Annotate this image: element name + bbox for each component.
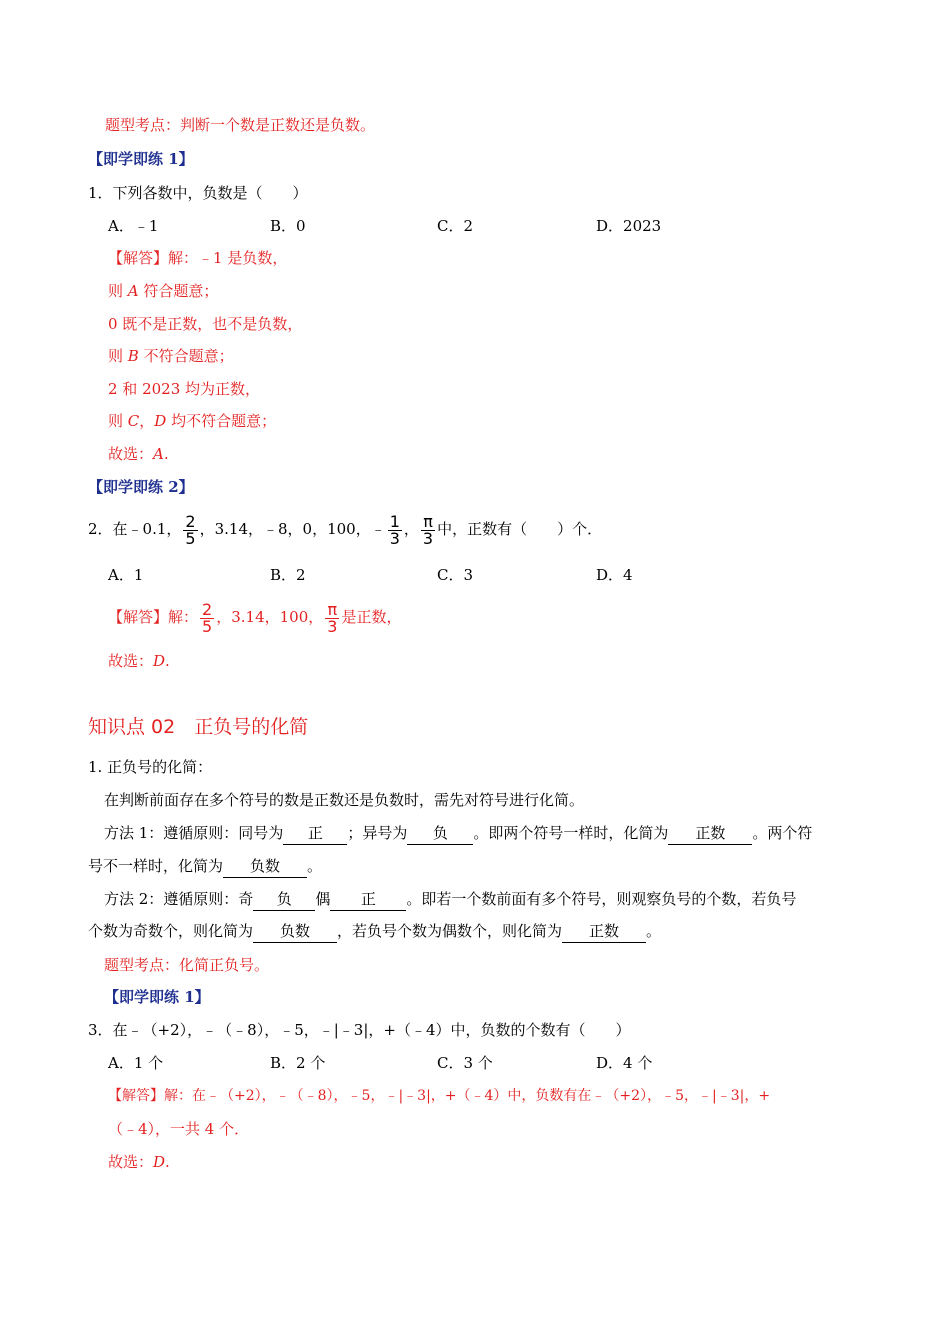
fraction-1-3 [388,511,402,548]
answer-3-choice [108,1151,170,1173]
option-a: A．1 [108,566,144,584]
numerator: 1 [389,511,400,531]
option-b: B．2 个 [270,1054,326,1072]
fraction-pi-3 [421,511,435,548]
answer-1-line-1 [108,247,287,269]
question-2 [88,508,602,550]
method-1-line-1 [104,822,812,845]
method-1-line-2 [88,855,322,878]
option-d: D．2023 [596,217,662,235]
question-text: ，3.14，﹣8，0，100，﹣ [199,520,386,538]
answer-1-choice [108,443,169,465]
method-2-line-1 [104,888,796,911]
answer-text: . [165,652,170,670]
fraction-2-5 [200,599,214,636]
method-text: 方法 1：遵循原则：同号为 [104,824,284,842]
answer-text: 解：在﹣（+2），﹣（﹣8），﹣5，﹣|﹣3|，+（﹣4）中，负数有在﹣（+2），﹣5，﹣|﹣3|，+ [164,1088,771,1104]
method-text: 。 [646,922,662,940]
answer-var: C [127,412,140,430]
answer-var: B [127,347,139,365]
section-heading-kp02: 知识点 02 正负号的化简 [88,716,309,738]
question-text: 2．在﹣0.1， [88,520,182,538]
method-text: 。 [307,857,323,875]
fill-blank: 正 [330,888,406,911]
answer-var: D [154,412,167,430]
question-3: 3．在﹣（+2），﹣（﹣8），﹣5，﹣|﹣3|，+（﹣4）中，负数的个数有（ ） [88,1021,631,1039]
answer-1-line-2 [108,280,218,302]
answer-2-choice [108,650,170,672]
exercise-tag-1: 【即学即练 1】 [88,150,194,168]
fill-blank: 正 [283,822,347,845]
method-text: ，若负号个数为偶数个，则化简为 [337,922,563,940]
option-b: B．2 [270,566,306,584]
answer-text: 解：﹣1 是负数， [168,249,288,267]
option-c: C．3 个 [437,1054,493,1072]
answer-tag: 【解答】 [108,608,169,626]
fill-blank: 正数 [668,822,752,845]
denominator: 5 [185,528,196,548]
denominator: 3 [422,528,434,548]
answer-text: 则 [108,347,128,365]
answer-3-line-1 [108,1085,770,1107]
method-text: 号不一样时，化简为 [88,857,224,875]
answer-text: ， [139,412,155,430]
method-text: 方法 2：遵循原则：奇 [104,890,254,908]
answer-text: 符合题意； [138,282,219,300]
method-text: 。即若一个数前面有多个符号，则观察负号的个数，若负号 [406,890,797,908]
option-c: C．3 [437,566,474,584]
option-d: D．4 [596,566,633,584]
answer-var: D [153,652,166,670]
question-1: 1．下列各数中，负数是（ ） [88,184,308,202]
method-text: 。两个符 [752,824,813,842]
answer-text: 故选： [108,445,154,463]
type-tip-1: 题型考点：判断一个数是正数还是负数。 [105,116,376,134]
answer-text: 是正数， [341,608,402,626]
answer-1-line-5: 2 和 2023 均为正数， [108,380,261,398]
options-q1 [108,215,868,237]
option-d: D．4 个 [596,1054,653,1072]
method-text: 个数为奇数个，则化简为 [88,922,254,940]
method-2-line-2 [88,920,661,943]
fraction-2-5 [183,511,197,548]
answer-2-line-1 [108,596,401,638]
answer-1-line-4 [108,345,234,367]
fill-blank: 负 [407,822,473,845]
denominator: 5 [202,616,213,636]
answer-var: A [127,282,139,300]
exercise-tag-2: 【即学即练 2】 [88,478,194,496]
answer-1-line-6 [108,410,276,432]
answer-text: . [163,445,169,463]
option-b: B．0 [270,217,306,235]
fraction-pi-3 [325,599,339,636]
exercise-tag-3: 【即学即练 1】 [104,988,210,1006]
option-a: A．﹣1 [108,217,159,235]
answer-1-line-3: 0 既不是正数，也不是负数， [108,315,303,333]
options-q2 [108,564,868,586]
fill-blank: 负数 [223,855,307,878]
fill-blank: 正数 [562,920,646,943]
answer-tag: 【解答】 [108,249,169,267]
method-text: 偶 [315,890,331,908]
answer-text: 均不符合题意； [166,412,277,430]
kp2-subtitle: 1. 正负号的化简： [88,758,213,776]
method-text: 。即两个符号一样时，化简为 [473,824,669,842]
answer-3-line-2: （﹣4），一共 4 个． [108,1120,250,1138]
question-text: 中，正数有（ ）个． [437,520,603,538]
answer-text: 则 [108,412,128,430]
answer-var: A [153,445,164,463]
numerator: 2 [185,511,196,531]
fill-blank: 负 [253,888,315,911]
answer-text: 故选： [108,652,154,670]
denominator: 3 [389,528,400,548]
numerator: π [421,514,435,531]
fill-blank: 负数 [253,920,337,943]
method-text: ；异号为 [347,824,408,842]
denominator: 3 [327,616,338,636]
type-tip-2: 题型考点：化简正负号。 [104,956,270,974]
answer-var: D [153,1153,166,1171]
answer-text: ，3.14，100， [216,608,324,626]
option-a: A．1 个 [108,1054,164,1072]
answer-text: 不符合题意； [138,347,234,365]
options-q3 [108,1052,868,1074]
numerator: π [325,602,339,619]
numerator: 2 [202,599,213,619]
question-text: ， [403,520,419,538]
answer-text: 解： [168,608,199,626]
answer-text: . [165,1153,170,1171]
answer-tag: 【解答】 [108,1088,164,1104]
answer-text: 则 [108,282,128,300]
option-c: C．2 [437,217,474,235]
answer-text: 故选： [108,1153,154,1171]
kp2-intro: 在判断前面存在多个符号的数是正数还是负数时，需先对符号进行化简。 [104,791,585,809]
